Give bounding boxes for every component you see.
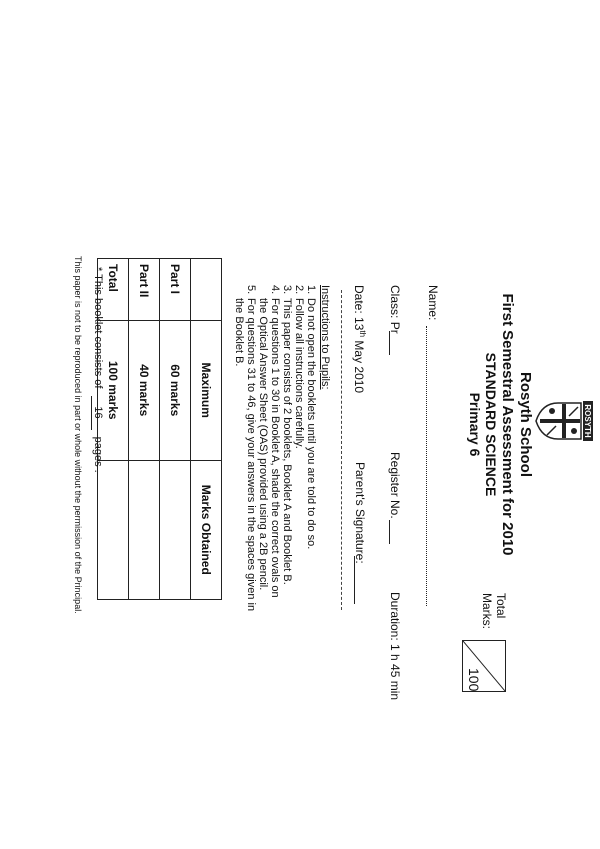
- assessment-title: First Semestral Assessment for 2010: [499, 293, 516, 556]
- page-count-suffix: pages .: [92, 436, 104, 473]
- header-marks-obtained: Marks Obtained: [191, 460, 222, 599]
- class-field[interactable]: [389, 331, 390, 355]
- instructions-list: [233, 285, 317, 615]
- class-label-text: Class:: [388, 285, 402, 319]
- school-name: Rosyth School: [517, 371, 534, 477]
- signature-field[interactable]: [354, 556, 355, 604]
- row-item: Total: [98, 259, 129, 321]
- instruction-item: [281, 285, 293, 615]
- instruction-number: 5.: [245, 285, 257, 295]
- total-marks-label: [480, 593, 508, 629]
- header-item: [191, 259, 222, 321]
- row-item: Part I: [160, 259, 191, 321]
- name-label: Name:: [426, 285, 440, 321]
- instruction-number: 2.: [293, 285, 305, 295]
- class-prefix: Pr: [388, 321, 402, 334]
- instructions-heading: Instructions to Pupils:: [319, 285, 331, 390]
- register-label: Register No.: [388, 452, 402, 519]
- name-field[interactable]: [426, 326, 427, 606]
- table-row: [129, 259, 160, 600]
- page-count-value: 16: [91, 396, 104, 430]
- total-marks-label-line1: Total: [494, 593, 508, 619]
- reproduction-disclaimer: This paper is not to be reproduced in part or whole without the permission of the Principal.: [73, 256, 83, 614]
- duration-label: Duration: 1 h 45 min: [388, 592, 402, 701]
- row-marks-obtained[interactable]: [129, 460, 160, 599]
- class-label: [388, 285, 402, 334]
- total-marks-max: 100: [466, 668, 482, 692]
- instruction-item: [233, 285, 257, 615]
- instruction-text: This paper consists of 2 booklets, Booklet A and Booklet B.: [281, 298, 293, 585]
- instruction-number: 3.: [281, 285, 293, 295]
- date-label-text: Date:: [352, 285, 366, 314]
- header-maximum: Maximum: [191, 320, 222, 460]
- instruction-number: 1.: [305, 285, 317, 295]
- row-maximum: 60 marks: [160, 320, 191, 460]
- level-title: Primary 6: [467, 392, 483, 457]
- instruction-text: For questions 31 to 46, give your answers in the spaces given in the Booklet B.: [233, 298, 257, 612]
- school-crest-logo: [534, 398, 594, 444]
- svg-text:ROSYTH: ROSYTH: [583, 404, 592, 438]
- marks-table-header-row: [191, 259, 222, 600]
- table-row: [160, 259, 191, 600]
- page-count-prefix: * This booklet consists of: [92, 267, 104, 389]
- date-label: [352, 285, 367, 393]
- instruction-number: 4.: [269, 285, 281, 295]
- subject-title: STANDARD SCIENCE: [483, 352, 499, 497]
- date-day: 13: [352, 317, 366, 331]
- instruction-item: [257, 285, 281, 615]
- instruction-text: Follow all instructions carefully.: [293, 298, 305, 449]
- instruction-text: For questions 1 to 30 in Booklet A, shade the correct ovals on the Optical Answer Sheet (OAS) provided using a 2B pencil.: [257, 298, 281, 598]
- row-marks-obtained[interactable]: [160, 460, 191, 599]
- date-rest: May 2010: [352, 340, 366, 394]
- register-field[interactable]: [389, 520, 390, 544]
- row-item: Part II: [129, 259, 160, 321]
- signature-label: Parent's Signature:: [353, 462, 367, 564]
- page-count-note: [91, 267, 104, 473]
- row-maximum: 100 marks: [98, 320, 129, 460]
- instruction-item: [293, 285, 305, 615]
- instruction-item: [305, 285, 317, 615]
- total-marks-label-line2: Marks:: [480, 593, 494, 629]
- marks-table: [97, 258, 222, 600]
- instruction-text: Do not open the booklets until you are told to do so.: [305, 298, 317, 550]
- date-suffix: th: [358, 330, 367, 338]
- row-maximum: 40 marks: [129, 320, 160, 460]
- row-marks-obtained[interactable]: [98, 460, 129, 599]
- section-divider: [341, 290, 342, 610]
